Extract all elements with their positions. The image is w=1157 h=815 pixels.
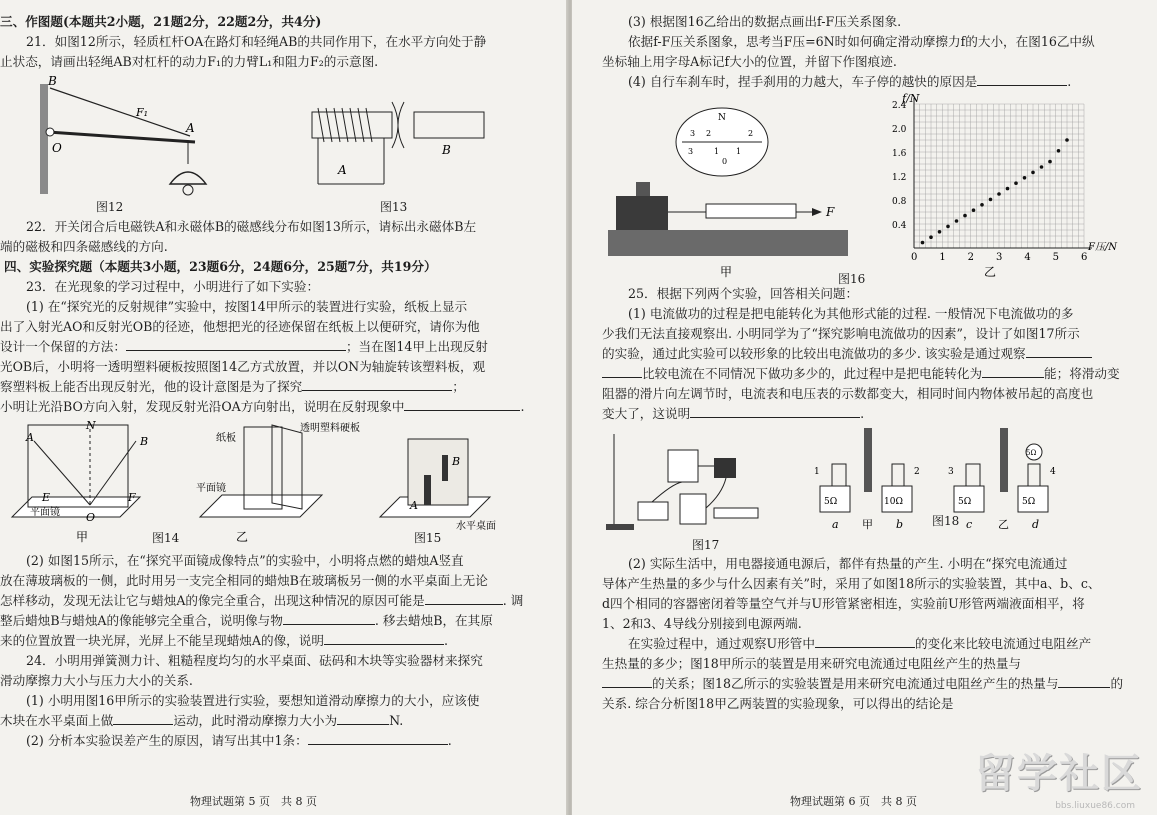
stand-base — [606, 524, 634, 530]
label-b14: B — [140, 435, 149, 448]
q24-3-line2: 依据f-F压关系图象，思考当F压=6N时如何确定滑动摩擦力f的大小，在图16乙中纵 — [628, 34, 1095, 49]
u-tube-column-yi — [1000, 428, 1008, 492]
figure-12-13-drawing — [0, 72, 560, 217]
q23-1-line3: 设计一个保留的方法： — [0, 339, 126, 354]
q23-2-line1: (2) 如图15所示，在“探究平面镜成像特点”的实验中，小明将点燃的蜡烛A竖直 — [26, 553, 464, 568]
answer-blank[interactable] — [602, 364, 642, 378]
answer-blank[interactable] — [302, 377, 452, 391]
candle-a — [424, 475, 431, 505]
q23-1-line6b: . — [520, 399, 525, 414]
data-point — [1014, 181, 1018, 185]
answer-blank[interactable] — [1026, 344, 1092, 358]
label-b13: B — [442, 143, 451, 157]
label-d18: d — [1032, 518, 1040, 531]
label-f16: F — [826, 205, 835, 219]
dial-2-right: 2 — [748, 129, 754, 138]
q25-2-line7: 的关系；图18乙所示的实验装置是用来研究电流通过电阻丝产生的热量与 — [652, 676, 1059, 691]
y-tick-label: 2.0 — [892, 125, 907, 135]
q23-1-line2: 出了入射光AO和反射光OB的径迹，他想把光的径迹保留在纸板上以便研究，请你为他 — [0, 319, 480, 334]
page-6-footer: 物理试题第 6 页 共 8 页 — [790, 795, 917, 808]
label-f1: F₁ — [136, 106, 149, 119]
q23-2-line4: 整后蜡烛B与蜡烛A的像能够完全重合，说明像与物 — [0, 613, 283, 628]
lever-oa — [48, 132, 195, 142]
watermark-logo: 留学社区 — [975, 751, 1143, 797]
q25-1-line4b: 能；将滑动变 — [1044, 366, 1120, 381]
glass-plate — [408, 439, 468, 505]
x-ticks — [911, 252, 1087, 263]
page-5 — [0, 0, 568, 815]
ammeter — [668, 450, 698, 482]
data-point — [1065, 138, 1069, 142]
x-tick-label: 5 — [1052, 252, 1060, 263]
q24-1-line2b: 运动，此时滑动摩擦力大小为 — [173, 713, 338, 728]
res-5: 5Ω — [1026, 449, 1037, 457]
answer-blank[interactable] — [324, 631, 444, 645]
fig17-caption: 图17 — [692, 538, 720, 552]
q24-line2: 滑动摩擦力大小与压力大小的关系. — [0, 673, 193, 688]
q24-4-end: . — [1067, 74, 1072, 89]
data-point — [963, 214, 967, 218]
coil — [318, 108, 372, 142]
x-axis-label: F压/N — [1088, 242, 1118, 253]
dial-0: 0 — [722, 157, 728, 166]
section-3-heading: 三、作图题(本题共2小题，21题2分，22题2分，共4分) — [0, 14, 322, 29]
q25-2-line6: 生热量的多少；图18甲所示的装置是用来研究电流通过电阻丝产生的热量与 — [602, 656, 1022, 671]
rope-ab — [50, 88, 190, 136]
answer-blank[interactable] — [977, 72, 1067, 86]
motor — [638, 502, 668, 520]
q23-1-line4: 光OB后，小明将一透明塑料硬板按照图14乙方式放置，并以ON为轴旋转该塑料板，观 — [0, 359, 486, 374]
answer-blank[interactable] — [690, 404, 860, 418]
data-point — [980, 203, 984, 207]
data-point — [1048, 160, 1052, 164]
label-o14: O — [86, 511, 96, 524]
answer-blank[interactable] — [982, 364, 1044, 378]
label-a15: A — [410, 499, 418, 512]
figures-17-18 — [602, 424, 1143, 554]
data-point — [1057, 149, 1061, 153]
q24-1-line1: (1) 小明用图16甲所示的实验装置进行实验，要想知道滑动摩擦力的大小，应该使 — [26, 693, 480, 708]
data-point — [1023, 176, 1027, 180]
q25-2-line4: 1、2和3、4导线分别接到电源两端. — [602, 616, 802, 631]
dial-3-low: 3 — [688, 147, 694, 156]
y-tick-label: 0.8 — [892, 197, 907, 207]
label-a: A — [186, 121, 195, 135]
lamp-bulb — [183, 185, 193, 195]
label-a13: A — [338, 163, 347, 177]
permanent-magnet — [414, 112, 484, 138]
answer-blank[interactable] — [602, 674, 652, 688]
dial-3: 3 — [690, 129, 696, 138]
voltmeter — [680, 494, 706, 524]
answer-blank[interactable] — [308, 731, 448, 745]
answer-blank[interactable] — [283, 611, 375, 625]
data-point — [946, 225, 950, 229]
q24-1-line2: 木块在水平桌面上做 — [0, 713, 114, 728]
q23-2-line5: 来的位置放置一块光屏，光屏上不能呈现蜡烛A的像，说明 — [0, 633, 324, 648]
q23-1-line5: 察塑料板上能否出现反射光，他的设计意图是为了探究 — [0, 379, 303, 394]
label-a14: A — [26, 431, 34, 444]
answer-blank[interactable] — [815, 634, 915, 648]
label-mirror: 平面镜 — [30, 507, 60, 518]
y-ticks — [892, 101, 907, 231]
fig14-caption: 图14 — [152, 531, 180, 545]
x-tick-label: 0 — [911, 252, 918, 263]
q23-2-line3: 怎样移动，发现无法让它与蜡烛A的像完全重合，出现这种情况的原因可能是 — [0, 593, 425, 608]
figures-14-15 — [0, 417, 554, 551]
dial-2: 2 — [706, 129, 712, 138]
label-b15: B — [452, 455, 461, 468]
label-yi18: 乙 — [998, 518, 1009, 531]
q25-1-line3: 的实验，通过此实验可以较形象的比较出电流做功的多少. 该实验是通过观察 — [602, 346, 1026, 361]
figures-12-13 — [0, 72, 554, 217]
label-jia16: 甲 — [720, 265, 733, 279]
res-3: 5Ω — [958, 497, 972, 507]
q25-1-line4: 比较电流在不同情况下做功多少的，此过程中是把电能转化为 — [642, 366, 983, 381]
q23-1-line6: 小明让光沿BO方向入射，发现反射光沿OA方向射出，说明在反射现象中 — [0, 399, 405, 414]
res-1: 5Ω — [824, 497, 838, 507]
wood-block — [616, 196, 668, 230]
label-n14: N — [86, 419, 96, 432]
label-jia18: 甲 — [862, 518, 873, 531]
label-e14: E — [42, 491, 51, 504]
friction-chart — [892, 92, 1118, 263]
q21-line1: 21．如图12所示，轻质杠杆OA在路灯和轻绳AB的共同作用下，在水平方向处于静 — [26, 34, 487, 49]
wall — [40, 84, 48, 194]
answer-blank[interactable] — [337, 711, 389, 725]
data-points — [921, 138, 1069, 244]
q23-2-line2: 放在薄玻璃板的一侧，此时用另一支完全相同的蜡烛B在玻璃板另一侧的水平桌面上无论 — [0, 573, 488, 588]
data-point — [972, 208, 976, 212]
q23-2-line4b: . 移去蜡烛B，在其原 — [374, 613, 493, 628]
data-point — [1031, 171, 1035, 175]
battery — [714, 458, 736, 478]
chart-grid — [914, 104, 1084, 248]
y-tick-label: 1.6 — [892, 149, 907, 159]
q23-2-line3b: . 调 — [502, 593, 524, 608]
x-tick-label: 3 — [996, 252, 1003, 263]
label-yi14: 乙 — [236, 530, 249, 544]
x-tick-label: 4 — [1024, 252, 1031, 263]
x-tick-label: 1 — [939, 252, 946, 263]
q23-1-line1: (1) 在“探究光的反射规律”实验中，按图14甲所示的装置进行实验，纸板上显示 — [26, 299, 468, 314]
mirror-plane-yi — [200, 495, 322, 517]
res-4: 5Ω — [1022, 497, 1036, 507]
label-b18: b — [896, 518, 904, 531]
figure-16-drawing — [602, 92, 1142, 284]
label-paper: 纸板 — [216, 433, 236, 444]
data-point — [989, 198, 993, 202]
y-tick-label: 1.2 — [892, 173, 907, 183]
q25-2-line8: 关系. 综合分析图18甲乙两装置的实验现象，可以得出的结论是 — [602, 696, 954, 711]
q24-3-line1: (3) 根据图16乙给出的数据点画出f-F压关系图象. — [628, 14, 902, 29]
q25-2-line2: 导体产生热量的多少与什么因素有关”时，采用了如图18所示的实验装置，其中a、b、c、 — [602, 576, 1101, 591]
label-c18: c — [966, 518, 973, 531]
page-6 — [572, 0, 1157, 815]
q25-2-line3: d四个相同的容器密闭着等量空气并与U形管紧密相连，实验前U形管两端液面相平，将 — [602, 596, 1085, 611]
label-b: B — [48, 74, 57, 88]
q25-2-line1: (2) 实际生活中，用电器接通电源后，都伴有热量的产生. 小明在“探究电流通过 — [628, 556, 1068, 571]
num-1: 1 — [814, 467, 820, 477]
page-5-footer: 物理试题第 5 页 共 8 页 — [190, 795, 317, 808]
figure-14-15-drawing — [0, 417, 560, 551]
data-point — [938, 230, 942, 234]
dial-1: 1 — [714, 147, 720, 156]
q25-intro: 25．根据下列两个实验，回答相关问题： — [628, 286, 859, 301]
watermark-url: bbs.liuxue86.com — [1055, 801, 1135, 811]
q25-1-line5: 阻器的滑片向左调节时，电流表和电压表的示数都变大，相同时间内物体被吊起的高度也 — [602, 386, 1094, 401]
fig12-caption: 图12 — [96, 200, 124, 214]
dial-1-right: 1 — [736, 147, 742, 156]
q23-intro: 23．在光现象的学习过程中，小明进行了如下实验： — [26, 279, 320, 294]
q25-2-line5: 在实验过程中，通过观察U形管中 — [628, 636, 815, 651]
table-surface — [608, 230, 848, 256]
candle-b — [442, 455, 448, 481]
label-a18: a — [832, 518, 839, 531]
label-f14: F — [128, 491, 136, 504]
lamp-shade — [170, 172, 206, 184]
u-tube-column-jia — [864, 428, 872, 492]
q25-1-line6: 变大了，这说明 — [602, 406, 691, 421]
spring-scale — [706, 204, 796, 218]
fig13-caption: 图13 — [380, 200, 408, 214]
figure-17-18-drawing — [602, 424, 1142, 554]
x-tick-label: 6 — [1081, 252, 1088, 263]
answer-blank[interactable] — [425, 591, 503, 605]
fig15-caption: 图15 — [414, 531, 442, 545]
num-3: 3 — [948, 467, 954, 477]
data-point — [955, 219, 959, 223]
figure-16 — [602, 92, 1143, 284]
q24-2-end: . — [447, 733, 452, 748]
data-point — [1006, 187, 1010, 191]
q24-3-line3: 坐标轴上用字母A标记f大小的位置，并留下作图痕迹. — [602, 54, 897, 69]
answer-blank[interactable] — [113, 711, 173, 725]
q25-2-line5b: 的变化来比较电流通过电阻丝产 — [914, 636, 1092, 651]
q23-1-line3b: ；当在图14甲上出现反射 — [345, 339, 488, 354]
answer-blank[interactable] — [126, 337, 346, 351]
y-tick-label: 0.4 — [892, 221, 907, 231]
q21-line2: 止状态，请画出轻绳AB对杠杆的动力F₁的力臂L₁和阻力F₂的示意图. — [0, 54, 379, 69]
fig16-caption: 图16 — [838, 272, 866, 286]
y-tick-label: 2.4 — [892, 101, 907, 111]
label-o: O — [52, 141, 62, 155]
label-yi16: 乙 — [984, 265, 997, 279]
dial-n: N — [718, 113, 726, 123]
pivot-o — [46, 128, 54, 136]
q23-1-line5b: ； — [452, 379, 465, 394]
section-4-heading: 四、实验探究题（本题共3小题，23题6分，24题6分，25题7分，共19分） — [4, 259, 437, 274]
q24-2-line: (2) 分析本实验误差产生的原因，请写出其中1条： — [26, 733, 308, 748]
label-jia14: 甲 — [76, 530, 89, 544]
field-lines — [392, 102, 404, 148]
label-mirror2: 平面镜 — [196, 483, 226, 494]
weight — [636, 182, 650, 196]
q25-1-line1: (1) 电流做功的过程是把电能转化为其他形式能的过程. 一般情况下电流做功的多 — [628, 306, 1074, 321]
q24-line1: 24．小明用弹簧测力计、粗糙程度均匀的水平桌面、砝码和木块等实验器材来探究 — [26, 653, 483, 668]
q23-2-line5b: . — [443, 633, 448, 648]
q22-line1: 22．开关闭合后电磁铁A和永磁体B的磁感线分布如图13所示，请标出永磁体B左 — [26, 219, 477, 234]
rheostat — [714, 508, 758, 518]
q24-4-line: (4) 自行车刹车时，捏手刹用的力越大，车子停的越快的原因是 — [628, 74, 978, 89]
q24-1-line2c: N. — [389, 713, 404, 728]
label-table: 水平桌面 — [456, 521, 496, 532]
num-4: 4 — [1050, 467, 1056, 477]
data-point — [997, 192, 1001, 196]
y-axis-label: f/N — [902, 92, 920, 105]
num-2: 2 — [914, 467, 920, 477]
q22-line2: 端的磁极和四条磁感线的方向. — [0, 239, 168, 254]
answer-blank[interactable] — [1058, 674, 1110, 688]
data-point — [921, 241, 925, 245]
label-plastic: 透明塑料硬板 — [300, 423, 360, 434]
electromagnet-core — [312, 112, 392, 138]
fig18-caption: 图18 — [932, 514, 960, 528]
q25-2-line7b: 的 — [1110, 676, 1124, 691]
q25-1-line2: 少我们无法直接观察出. 小明同学为了“探究影响电流做功的因素”，设计了如图17所示 — [602, 326, 1080, 341]
force-arrow — [812, 208, 822, 216]
answer-blank[interactable] — [404, 397, 520, 411]
q25-1-line6b: . — [860, 406, 865, 421]
res-2: 10Ω — [884, 497, 903, 507]
data-point — [929, 235, 933, 239]
data-point — [1040, 165, 1044, 169]
x-tick-label: 2 — [967, 252, 975, 263]
